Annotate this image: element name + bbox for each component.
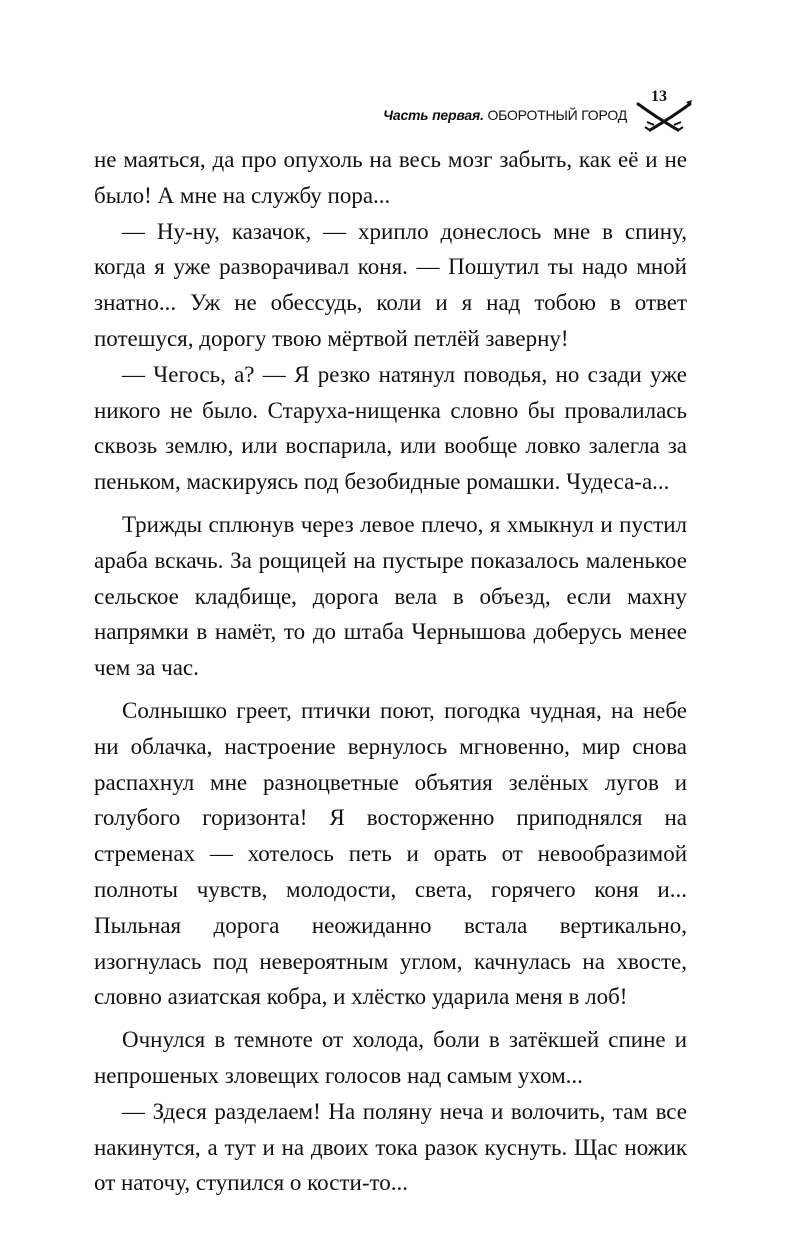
- chapter-title: ОБОРОТНЫЙ ГОРОД: [487, 107, 627, 123]
- paragraph: — Здеся разделаем! На поляну неча и волочить, там все накинутся, а тут и на двоих тока разок куснуть. Щас ножик от наточу, ступился о кости-то...: [94, 1098, 687, 1196]
- page-header: [0, 88, 785, 138]
- part-label: Часть первая.: [383, 107, 484, 123]
- body-text: [94, 142, 687, 1201]
- paragraph: Солнышко греет, птички поют, погодка чудная, на небе ни облачка, настроение вернулось мгновенно, мир снова распахнул мне разноцветные объятия зелёных лугов и голубого горизонта! Я восторженно приподнялся на стременах — хотелось петь и орать от невообразимой полноты чувств, молодости, света, горячего коня и... Пыльная дорога неожиданно встала вертикально, изогнулась под невероятным углом, качнулась на хвосте, словно азиатская кобра, и хлёстко ударила меня в лоб!: [94, 697, 687, 1010]
- crossed-sabers-icon: [634, 98, 694, 134]
- paragraph: Очнулся в темноте от холода, боли в затёкшей спине и непрошеных зловещих голосов над самым ухом...: [94, 1027, 687, 1088]
- page-number: 13: [651, 88, 667, 105]
- paragraph: — Ну-ну, казачок, — хрипло донеслось мне в спину, когда я уже разворачивал коня. — Пошутил ты надо мной знатно... Уж не обессудь, коли и я над тобою в ответ потешуся, дорогу твою мёртвой петлёй заверну!: [94, 218, 687, 351]
- paragraph: Трижды сплюнув через левое плечо, я хмыкнул и пустил араба вскачь. За рощицей на пустыре показалось маленькое сельское кладбище, дорога вела в объезд, если махну напрямки в намёт, то до штаба Чернышова доберусь менее чем за час.: [94, 511, 687, 681]
- paragraph: — Чегось, а? — Я резко натянул поводья, но сзади уже никого не было. Старуха-нищенка словно бы провалилась сквозь землю, или воспарила, или вообще ловко залегла за пеньком, маскируясь под безобидные ромашки. Чудеса-а...: [94, 361, 687, 495]
- paragraph: не маяться, да про опухоль на весь мозг забыть, как её и не было! А мне на службу пора...: [94, 147, 687, 208]
- running-head: [383, 106, 627, 124]
